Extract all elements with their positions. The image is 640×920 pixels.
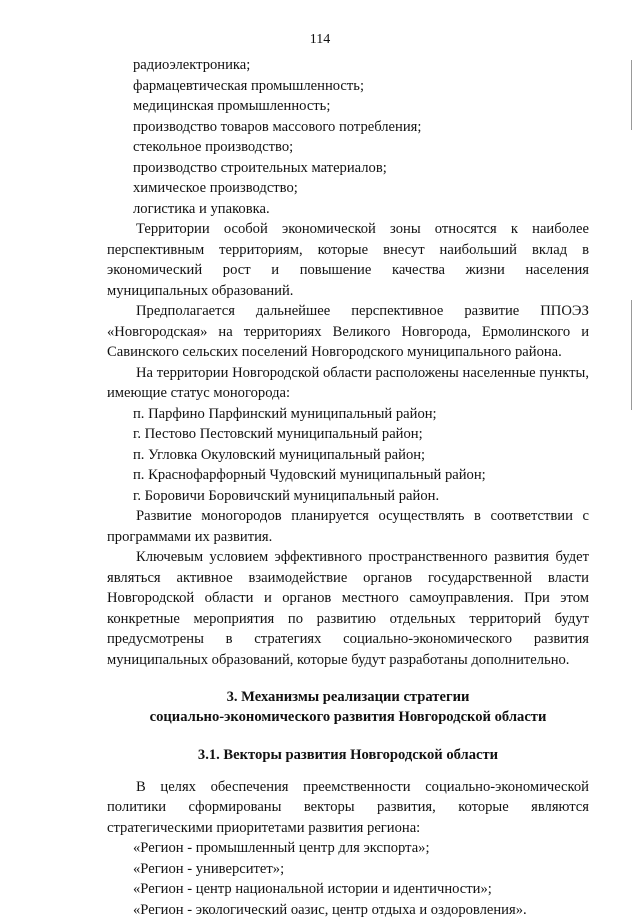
section-heading (107, 688, 589, 727)
list-item: п. Парфино Парфинский муниципальный район; (133, 404, 589, 425)
list-item: «Регион - промышленный центр для экспорта»; (133, 838, 589, 859)
list-item: п. Краснофарфорный Чудовский муниципальный район; (133, 465, 589, 486)
paragraph: В целях обеспечения преемственности социально-экономической политики сформированы векторы развития, которые являются стратегическими приоритетами развития региона: (107, 777, 589, 839)
list-item: г. Пестово Пестовский муниципальный район; (133, 424, 589, 445)
list-item: медицинская промышленность; (133, 96, 589, 117)
vector-list (107, 838, 589, 920)
list-item: г. Боровичи Боровичский муниципальный район. (133, 486, 589, 507)
paragraph: Развитие моногородов планируется осуществлять в соответствии с программами их развития. (107, 506, 589, 547)
paragraph: Территории особой экономической зоны относятся к наиболее перспективным территориям, которые внесут наибольший вклад в экономический рост и повышение качества жизни населения муниципальных образований. (107, 219, 589, 301)
subsection-heading: 3.1. Векторы развития Новгородской области (107, 745, 589, 766)
monotown-list (107, 404, 589, 507)
industry-list (107, 55, 589, 219)
scan-edge-mark (631, 60, 632, 130)
paragraph: Предполагается дальнейшее перспективное развитие ППОЭЗ «Новгородская» на территориях Великого Новгорода, Ермолинского и Савинского сельских поселений Новгородского муниципального района. (107, 301, 589, 363)
list-item: радиоэлектроника; (133, 55, 589, 76)
section-heading-line: социально-экономического развития Новгородской области (107, 708, 589, 728)
list-item: производство товаров массового потребления; (133, 117, 589, 138)
document-body (107, 55, 589, 920)
list-item: производство строительных материалов; (133, 158, 589, 179)
scan-edge-mark (631, 300, 632, 410)
list-item: логистика и упаковка. (133, 199, 589, 220)
list-item: химическое производство; (133, 178, 589, 199)
paragraph: На территории Новгородской области расположены населенные пункты, имеющие статус моногорода: (107, 363, 589, 404)
paragraph: Ключевым условием эффективного пространственного развития будет являться активное взаимодействие органов государственной власти Новгородской области и органов местного самоуправления. При этом конкретные мероприятия по развитию отдельных территорий будут предусмотрены в стратегиях социально-экономического развития муниципальных образований, которые будут разработаны дополнительно. (107, 547, 589, 670)
section-heading-line: 3. Механизмы реализации стратегии (107, 688, 589, 708)
list-item: стекольное производство; (133, 137, 589, 158)
list-item: фармацевтическая промышленность; (133, 76, 589, 97)
list-item: «Регион - центр национальной истории и идентичности»; (133, 879, 589, 900)
page-number: 114 (0, 32, 640, 48)
list-item: «Регион - университет»; (133, 859, 589, 880)
list-item: «Регион - экологический оазис, центр отдыха и оздоровления». (133, 900, 589, 920)
list-item: п. Угловка Окуловский муниципальный район; (133, 445, 589, 466)
